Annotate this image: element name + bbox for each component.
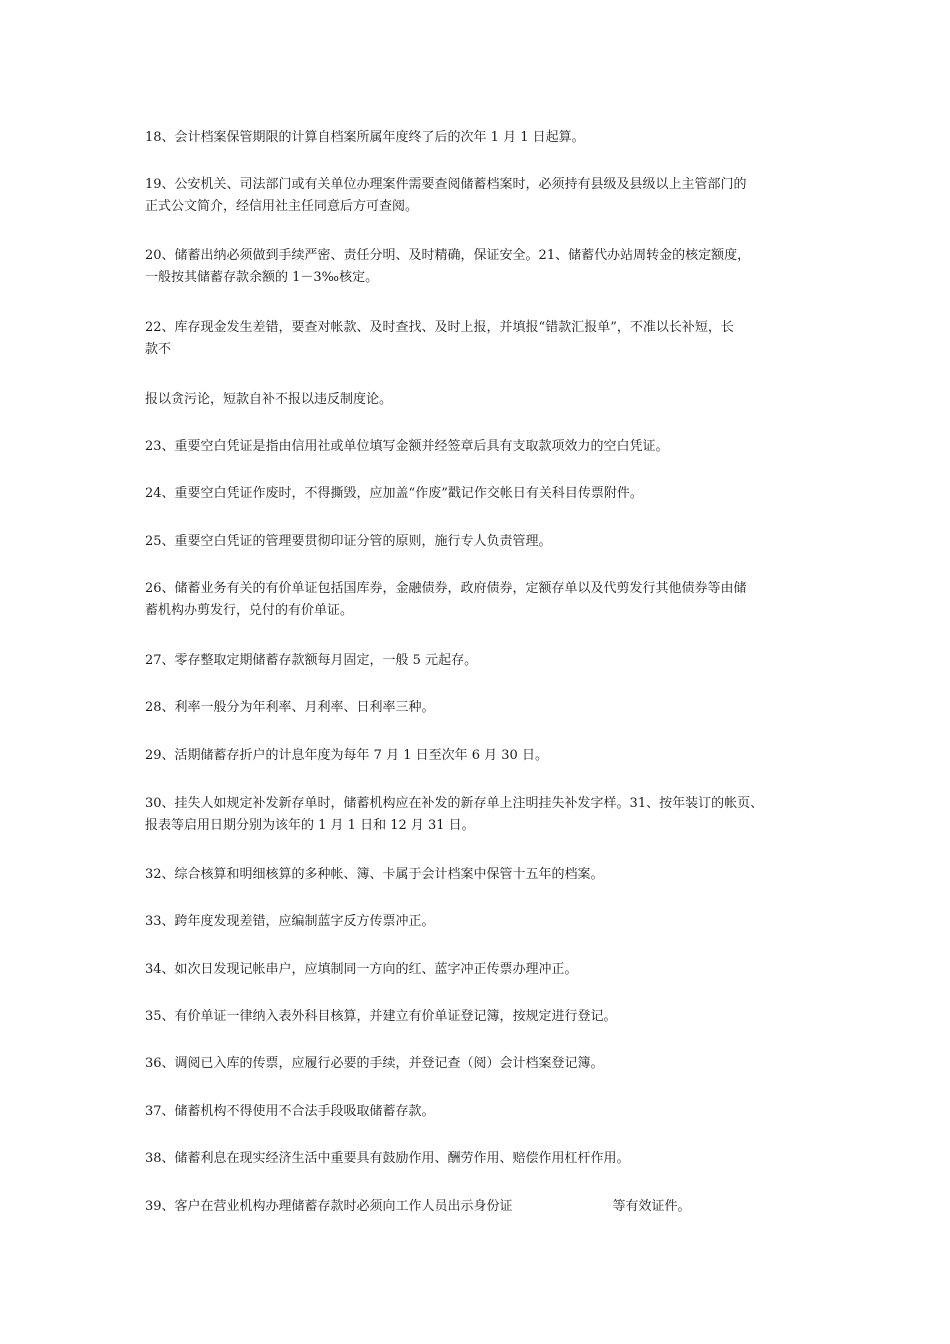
paragraph-24 — [145, 483, 817, 505]
paragraph-38 — [145, 1148, 817, 1170]
text-segment: 等有效证件。 — [612, 1199, 691, 1214]
text-line: 37、储蓄机构不得使用不合法手段吸取储蓄存款。 — [145, 1104, 435, 1119]
text-line: 35、有价单证一律纳入表外科目核算，并建立有价单证登记簿，按规定进行登记。 — [145, 1009, 617, 1024]
text-line: 20、储蓄出纳必须做到手续严密、责任分明、及时精确，保证安全。21、储蓄代办站周转金的核定额度， — [145, 248, 751, 263]
paragraph-22-continued — [145, 389, 817, 411]
paragraph-36 — [145, 1053, 817, 1075]
paragraph-18 — [145, 127, 817, 149]
text-line: 30、挂失人如规定补发新存单时，储蓄机构应在补发的新存单上注明挂失补发字样。31、按年装订的帐页、 — [145, 796, 764, 811]
text-line: 36、调阅已入库的传票，应履行必要的手续，并登记查（阅）会计档案登记簿。 — [145, 1056, 604, 1071]
text-line: 34、如次日发现记帐串户，应填制同一方向的红、蓝字冲正传票办理冲正。 — [145, 962, 578, 977]
paragraph-22 — [145, 317, 817, 361]
text-line: 款不 — [145, 342, 172, 357]
paragraph-30-31 — [145, 793, 817, 837]
text-line: 32、综合核算和明细核算的多种帐、簿、卡属于会计档案中保管十五年的档案。 — [145, 867, 604, 882]
text-line: 24、重要空白凭证作废时，不得撕毁，应加盖“作废”戳记作交帐日有关科目传票附件。 — [145, 486, 643, 501]
paragraph-26 — [145, 578, 817, 622]
paragraph-37 — [145, 1101, 817, 1123]
text-line — [145, 1196, 817, 1218]
text-line: 38、储蓄利息在现实经济生活中重要具有鼓励作用、酬劳作用、赔偿作用杠杆作用。 — [145, 1151, 630, 1166]
paragraph-35 — [145, 1006, 817, 1028]
paragraph-33 — [145, 911, 817, 933]
text-line: 29、活期储蓄存折户的计息年度为每年 7 月 1 日至次年 6 月 30 日。 — [145, 748, 548, 763]
text-line: 正式公文简介，经信用社主任同意后方可查阅。 — [145, 199, 419, 214]
text-line: 27、零存整取定期储蓄存款额每月固定，一般 5 元起存。 — [145, 653, 478, 668]
text-segment: 39、客户在营业机构办理储蓄存款时必须向工作人员出示身份证 — [145, 1199, 513, 1214]
text-line: 报以贪污论，短款自补不报以违反制度论。 — [145, 392, 393, 407]
text-line: 22、库存现金发生差错，要查对帐款、及时查找、及时上报，并填报“错款汇报单”，不准以长补短，长 — [145, 320, 734, 335]
paragraph-27 — [145, 650, 817, 672]
paragraph-32 — [145, 864, 817, 886]
text-line: 蓄机构办剪发行，兑付的有价单证。 — [145, 603, 354, 618]
text-line: 28、利率一般分为年利率、月利率、日利率三种。 — [145, 700, 435, 715]
paragraph-28 — [145, 697, 817, 719]
text-line: 一般按其储蓄存款余额的 1－3‰核定。 — [145, 270, 379, 285]
text-line: 26、储蓄业务有关的有价单证包括国库券，金融债券，政府债券，定额存单以及代剪发行其他债券等由储 — [145, 581, 747, 596]
text-line: 33、跨年度发现差错，应编制蓝字反方传票冲正。 — [145, 914, 435, 929]
paragraph-23 — [145, 436, 817, 458]
text-line: 25、重要空白凭证的管理要贯彻印证分管的原则，施行专人负责管理。 — [145, 534, 552, 549]
paragraph-39 — [145, 1196, 817, 1218]
paragraph-34 — [145, 959, 817, 981]
paragraph-19 — [145, 174, 817, 218]
text-line: 19、公安机关、司法部门或有关单位办理案件需要查阅储蓄档案时，必须持有县级及县级以上主管部门的 — [145, 177, 747, 192]
text-line: 报表等启用日期分别为该年的 1 月 1 日和 12 月 31 日。 — [145, 818, 475, 833]
paragraph-25 — [145, 531, 817, 553]
text-line: 18、会计档案保管期限的计算自档案所属年度终了后的次年 1 月 1 日起算。 — [145, 130, 585, 145]
paragraph-20-21 — [145, 245, 817, 289]
paragraph-29 — [145, 745, 817, 767]
text-line: 23、重要空白凭证是指由信用社或单位填写金额并经签章后具有支取款项效力的空白凭证。 — [145, 439, 669, 454]
